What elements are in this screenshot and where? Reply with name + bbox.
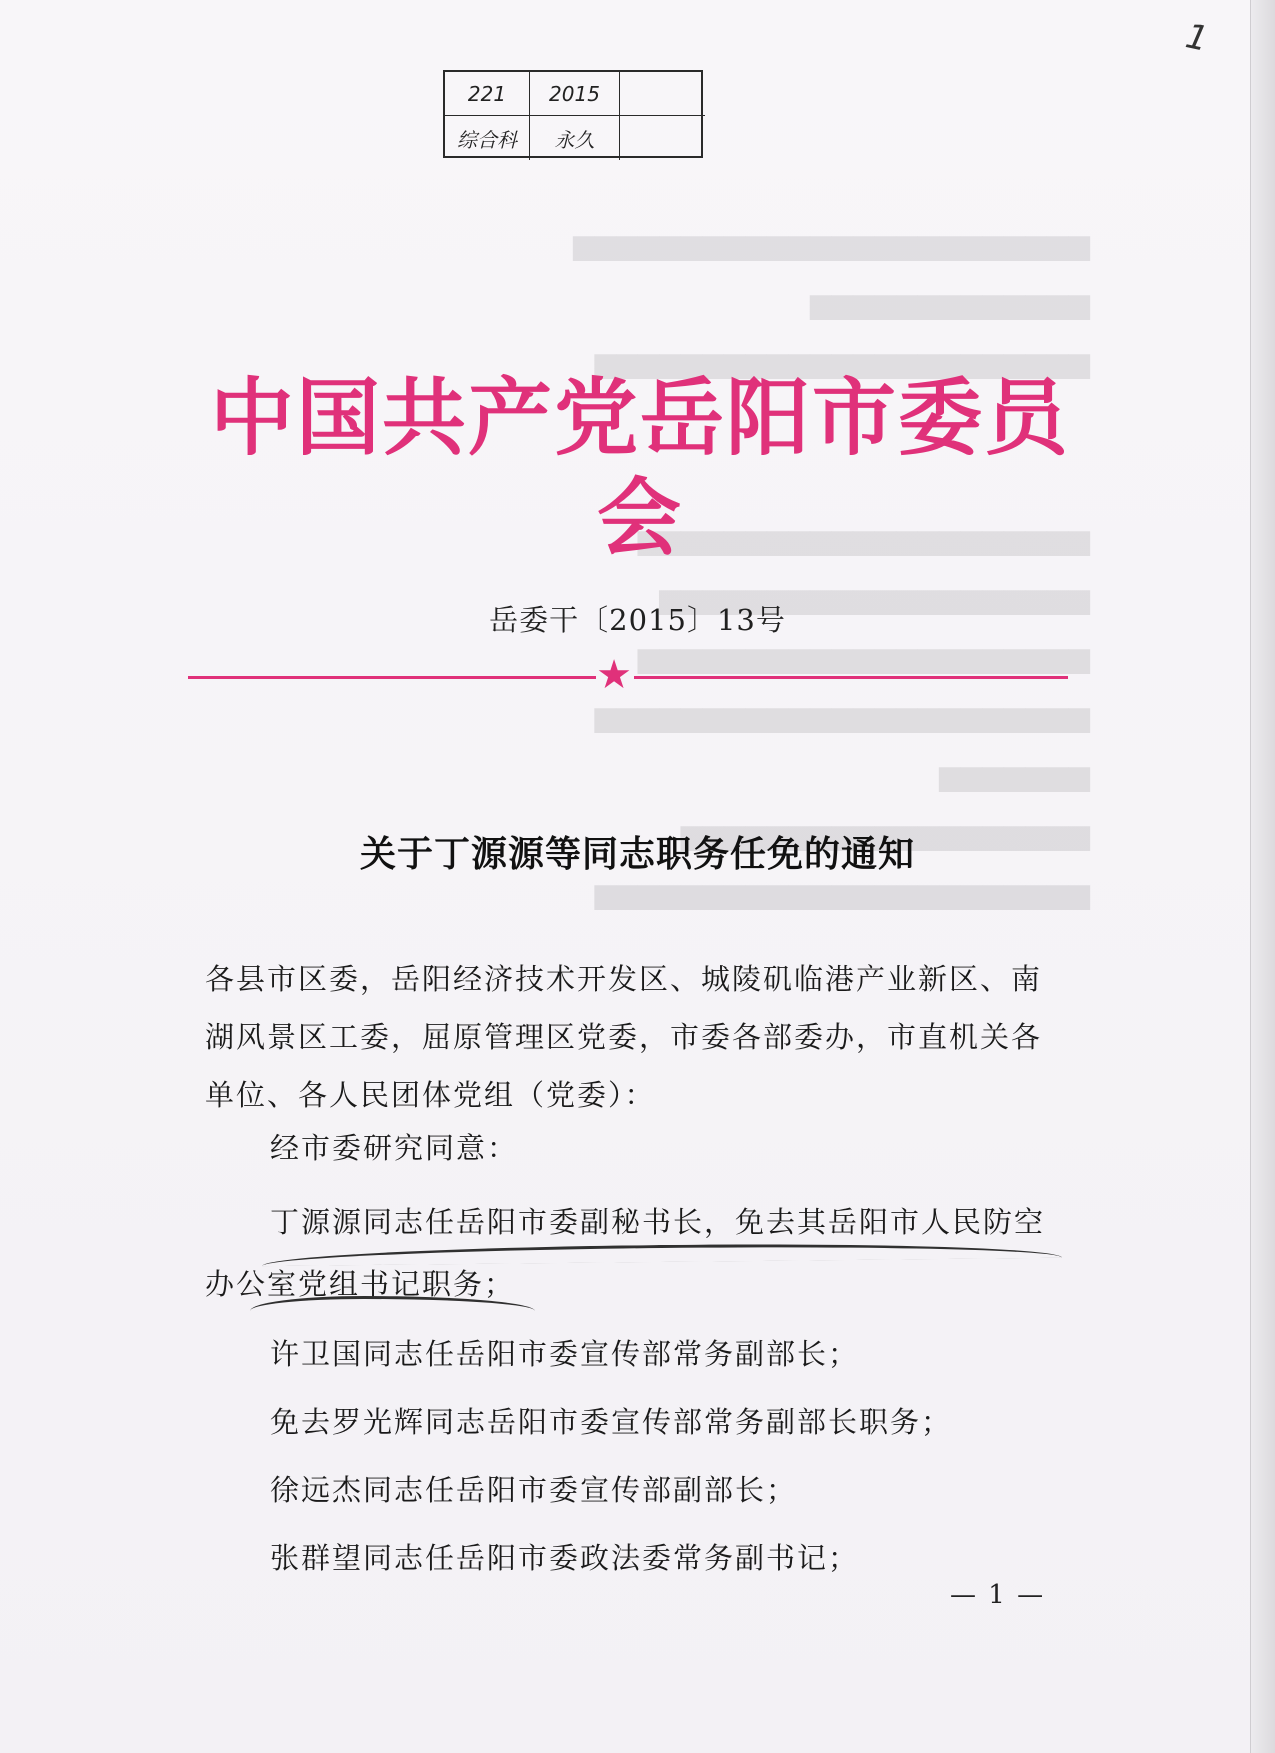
handwritten-page-mark: 1 [1182, 16, 1212, 60]
body-line: 张群望同志任岳阳市委政法委常务副书记； [270, 1541, 860, 1575]
bleed-through-texture: ▆▆▆▆▆▆▆▆▆▆▆▆▆▆▆▆▆▆▆▆▆▆▆▆ ▆▆▆▆▆▆▆▆▆▆▆▆▆ ▆▆▆▆▆▆▆▆▆▆▆▆▆▆▆▆▆▆▆▆▆▆▆ ▆▆▆▆▆▆▆▆▆▆▆▆▆▆▆▆▆▆▆▆▆ ▆▆▆▆▆▆▆▆▆▆▆▆▆▆▆▆▆▆▆▆ ▆▆▆▆▆▆▆▆▆▆▆▆▆▆▆▆▆▆▆▆▆ ▆▆▆▆▆▆▆▆▆▆▆▆▆▆▆▆▆▆▆▆▆▆▆ ▆▆▆▆▆▆▆ ▆▆▆▆▆▆▆▆▆▆▆▆▆▆▆▆▆▆▆ ▆▆▆▆▆▆▆▆▆▆▆▆▆▆▆▆▆▆▆▆▆▆▆ [573, 228, 1090, 910]
archive-cell-department: 综合科 [445, 116, 530, 160]
handwritten-underline [262, 1241, 1062, 1266]
archive-cell-empty [620, 116, 705, 160]
archive-cell-retention: 永久 [530, 116, 620, 160]
notice-title: 关于丁源源等同志职务任免的通知 [359, 834, 915, 875]
recipients-paragraph: 各县市区委，岳阳经济技术开发区、城陵矶临港产业新区、南湖风景区工委，屈原管理区党委，市委各部委办，市直机关各单位、各人民团体党组（党委）： [205, 962, 1043, 1112]
document-number: 岳委干〔2015〕13号 [489, 603, 786, 637]
archive-stamp-box [443, 70, 703, 158]
issuing-organization-title: 中国共产党岳阳市委员会 [210, 369, 1071, 567]
body-line: 办公室党组书记职务； [205, 1267, 516, 1301]
archive-cell-number: 221 [445, 72, 530, 116]
body-line: 经市委研究同意： [270, 1131, 519, 1165]
page-number: — 1 — [950, 1580, 1046, 1610]
red-separator-left [188, 676, 596, 679]
body-line: 免去罗光辉同志岳阳市委宣传部常务副部长职务； [270, 1405, 953, 1439]
body-line: 丁源源同志任岳阳市委副秘书长，免去其岳阳市人民防空 [270, 1205, 1046, 1239]
body-line: 许卫国同志任岳阳市委宣传部常务副部长； [270, 1337, 860, 1371]
red-separator-right [634, 676, 1068, 679]
red-star-icon: ★ [596, 652, 632, 698]
archive-cell-year: 2015 [530, 72, 620, 116]
body-line: 徐远杰同志任岳阳市委宣传部副部长； [270, 1473, 798, 1507]
archive-cell-empty [620, 72, 705, 116]
